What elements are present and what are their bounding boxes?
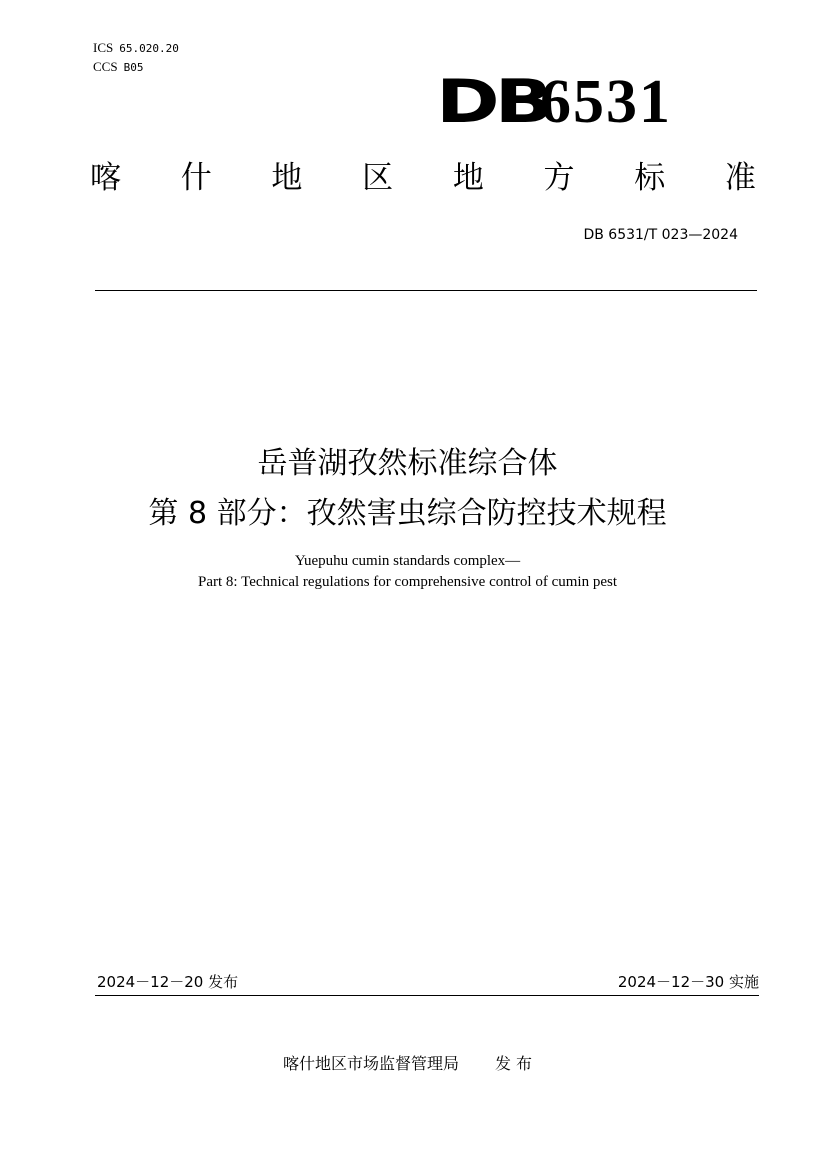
- region-standard-heading: [90, 158, 756, 198]
- db-logo: [436, 66, 672, 137]
- db-logo-code: 6531: [540, 68, 672, 136]
- region-char: 地: [271, 160, 303, 196]
- english-title-line-2: Part 8: Technical regulations for comprehensive control of cumin pest: [198, 574, 617, 590]
- region-char: 准: [724, 160, 756, 196]
- implement-date: 2024－12－30 实施: [617, 973, 759, 991]
- issuer-name: 喀什地区市场监督管理局: [282, 1054, 459, 1073]
- ics-line: [93, 40, 179, 57]
- ccs-label: CCS: [93, 59, 118, 74]
- region-char: 标: [634, 160, 666, 196]
- region-char: 什: [180, 160, 212, 196]
- region-char: 喀: [90, 160, 121, 196]
- issuer-action: 发 布: [494, 1054, 533, 1073]
- region-char: 地: [452, 160, 484, 196]
- region-char: 区: [362, 160, 394, 196]
- db-logo-letters: DB: [436, 67, 549, 137]
- issuer-line: [0, 1054, 815, 1074]
- title-line-1: 岳普湖孜然标准综合体: [257, 446, 558, 481]
- region-char: 方: [543, 160, 575, 196]
- ccs-line: [93, 59, 143, 76]
- ics-label: ICS: [93, 40, 114, 55]
- title-line-2: 第 8 部分：孜然害虫综合防控技术规程: [148, 496, 667, 531]
- publish-date: 2024－12－20 发布: [97, 973, 239, 991]
- standard-number: DB 6531/T 023—2024: [583, 227, 738, 243]
- english-title-line-1: Yuepuhu cumin standards complex—: [294, 553, 521, 569]
- ccs-code: B05: [123, 61, 144, 74]
- header-divider: [95, 290, 757, 291]
- ics-code: 65.020.20: [119, 42, 179, 55]
- footer-divider: [95, 995, 759, 996]
